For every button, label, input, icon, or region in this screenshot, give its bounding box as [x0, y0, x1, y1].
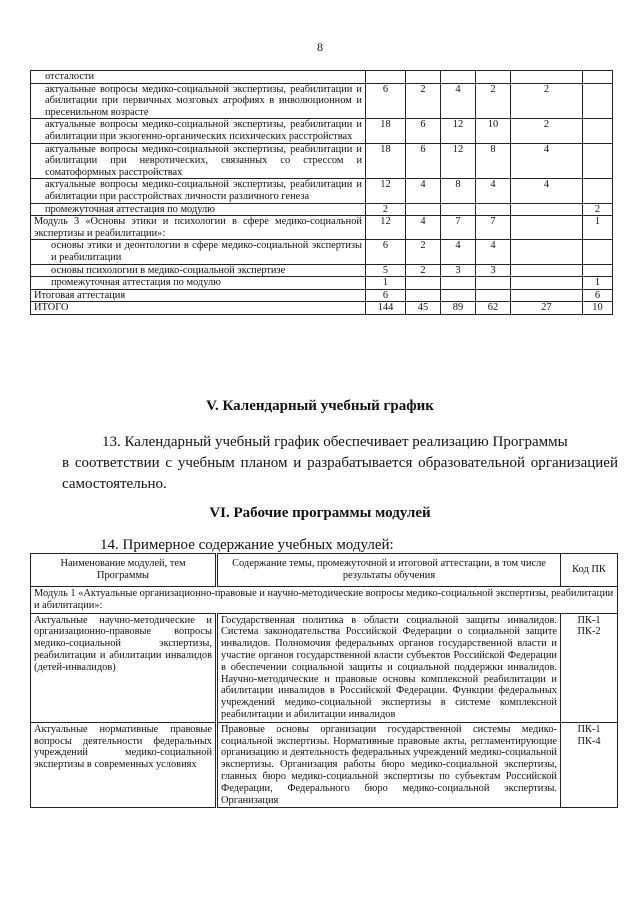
table-row [31, 302, 613, 315]
section-6-heading: VI. Рабочие программы модулей [209, 505, 431, 521]
table-row [31, 216, 613, 240]
hours-cell [406, 71, 441, 84]
hours-cell [366, 71, 406, 84]
hours-cell: 5 [366, 264, 406, 277]
hours-cell [406, 277, 441, 290]
section-5-paragraph [62, 432, 618, 495]
row-title: актуальные вопросы медико-социальной экспертизы, реабилитации и абилитации при экзогенно-органических психических расстройствах [31, 119, 366, 143]
competency-code: ПК-2 [577, 626, 601, 638]
topic-name: Актуальные научно-методические и организационно-правовые вопросы медико-социальной экспертизы, реабилитации и абилитации инвалидов (детей-инвалидов) [31, 613, 217, 722]
row-title: Модуль 3 «Основы этики и психологии в сфере медико-социальной экспертизы и реабилитации»: [31, 216, 366, 240]
hours-cell [476, 277, 511, 290]
competency-code: ПК-1 [577, 614, 601, 626]
hours-cell: 6 [366, 240, 406, 264]
hours-cell: 6 [406, 119, 441, 143]
hours-cell: 2 [406, 264, 441, 277]
section-5-heading: V. Календарный учебный график [206, 398, 434, 414]
hours-cell: 27 [511, 302, 583, 315]
hours-cell: 4 [511, 143, 583, 179]
hours-cell: 1 [583, 216, 613, 240]
modules-content-table [30, 553, 618, 808]
study-plan-table [30, 70, 613, 315]
hours-cell: 7 [441, 216, 476, 240]
hours-cell [441, 277, 476, 290]
hours-cell [476, 71, 511, 84]
hours-cell: 3 [441, 264, 476, 277]
row-title: актуальные вопросы медико-социальной экспертизы, реабилитации и абилитации при расстройствах личности различного генеза [31, 179, 366, 203]
competency-codes [561, 613, 618, 722]
hours-cell [406, 203, 441, 216]
hours-cell: 4 [476, 179, 511, 203]
table-row [31, 289, 613, 302]
hours-cell: 4 [476, 240, 511, 264]
hours-cell [511, 71, 583, 84]
hours-cell [583, 119, 613, 143]
hours-cell [511, 240, 583, 264]
row-title: ИТОГО [31, 302, 366, 315]
competency-code: ПК-4 [577, 735, 601, 747]
hours-cell: 6 [406, 143, 441, 179]
header-code: Код ПК [561, 554, 618, 587]
hours-cell: 6 [366, 83, 406, 119]
modules-table-header-row [31, 554, 618, 587]
table-row [31, 119, 613, 143]
hours-cell [511, 264, 583, 277]
hours-cell [583, 83, 613, 119]
hours-cell [511, 277, 583, 290]
hours-cell [511, 289, 583, 302]
hours-cell: 12 [441, 119, 476, 143]
hours-cell: 62 [476, 302, 511, 315]
hours-cell: 10 [583, 302, 613, 315]
table-row [31, 71, 613, 84]
topic-content: Государственная политика в области социальной защиты инвалидов. Система законодательства Российской Федерации о социальной защите инвалидов. Полномочия федеральных органов государственной власти и участие органов государственной власти субъектов Российской Федерации в обеспечении социальной защиты и социальной поддержки инвалидов. Научно-методические и правовые основы комплексной реабилитации и абилитации инвалидов в Российской Федерации. Функции федеральных учреждений медико-социальной экспертизы в системе комплексной реабилитации и абилитации инвалидов [217, 613, 561, 722]
hours-cell: 4 [406, 216, 441, 240]
hours-cell [441, 289, 476, 302]
hours-cell [476, 203, 511, 216]
header-module-name: Наименование модулей, тем Программы [31, 554, 217, 587]
hours-cell [441, 71, 476, 84]
row-title: актуальные вопросы медико-социальной экспертизы, реабилитации и абилитации при первичных мозговых атрофиях в инволюционном и пресенильном возрасте [31, 83, 366, 119]
paragraph-first-line: 13. Календарный учебный график обеспечивает реализацию Программы [102, 434, 568, 450]
module-title-row [31, 587, 618, 614]
paragraph-rest: в соответствии с учебным планом и разрабатывается образовательной организацией самостоятельно. [62, 455, 618, 492]
row-title: актуальные вопросы медико-социальной экспертизы, реабилитации и абилитации при невротических, связанных со стрессом и соматоформных расстройствах [31, 143, 366, 179]
hours-cell: 1 [583, 277, 613, 290]
row-title: отсталости [31, 71, 366, 84]
hours-cell [583, 264, 613, 277]
hours-cell: 12 [441, 143, 476, 179]
table-row [31, 240, 613, 264]
hours-cell [511, 203, 583, 216]
hours-cell [583, 71, 613, 84]
hours-cell: 18 [366, 143, 406, 179]
table-row [31, 613, 618, 722]
row-title: промежуточная аттестация по модулю [31, 277, 366, 290]
hours-cell: 10 [476, 119, 511, 143]
hours-cell: 2 [406, 83, 441, 119]
hours-cell: 4 [441, 240, 476, 264]
topic-content: Правовые основы организации государственной системы медико-социальной экспертизы. Нормативные правовые акты, регламентирующие организацию и деятельность федеральных учреждений медико-социальной экспертизы. Организация работы бюро медико-социальной экспертизы, главных бюро медико-социальной экспертизы по субъектам Российской Федерации, Федерального бюро медико-социальной экспертизы. Организация [217, 722, 561, 808]
module-1-title: Модуль 1 «Актуальные организационно-правовые и научно-методические вопросы медико-социальной экспертизы, реабилитации и абилитации»: [31, 587, 618, 614]
hours-cell: 8 [476, 143, 511, 179]
hours-cell: 2 [583, 203, 613, 216]
hours-cell: 4 [441, 83, 476, 119]
hours-cell: 1 [366, 277, 406, 290]
hours-cell: 45 [406, 302, 441, 315]
hours-cell: 2 [511, 83, 583, 119]
hours-cell [583, 143, 613, 179]
table-row [31, 264, 613, 277]
competency-codes [561, 722, 618, 808]
table-row [31, 203, 613, 216]
row-title: основы этики и деонтологии в сфере медико-социальной экспертизы и реабилитации [31, 240, 366, 264]
table-row [31, 143, 613, 179]
hours-cell: 89 [441, 302, 476, 315]
header-content: Содержание темы, промежуточной и итоговой аттестации, в том числе результаты обучения [217, 554, 561, 587]
row-title: Итоговая аттестация [31, 289, 366, 302]
topic-name: Актуальные нормативные правовые вопросы деятельности федеральных учреждений медико-социальной экспертизы в современных условиях [31, 722, 217, 808]
hours-cell [511, 216, 583, 240]
competency-code: ПК-1 [577, 723, 601, 735]
page-number: 8 [317, 40, 323, 54]
table-row [31, 179, 613, 203]
hours-cell: 4 [511, 179, 583, 203]
row-title: основы психологии в медико-социальной экспертизе [31, 264, 366, 277]
hours-cell: 12 [366, 216, 406, 240]
table-row [31, 722, 618, 808]
hours-cell: 7 [476, 216, 511, 240]
hours-cell: 18 [366, 119, 406, 143]
hours-cell: 6 [583, 289, 613, 302]
hours-cell: 12 [366, 179, 406, 203]
table-row [31, 83, 613, 119]
hours-cell: 2 [476, 83, 511, 119]
hours-cell: 8 [441, 179, 476, 203]
hours-cell: 2 [406, 240, 441, 264]
hours-cell: 2 [511, 119, 583, 143]
table-row [31, 277, 613, 290]
hours-cell [583, 240, 613, 264]
hours-cell [406, 289, 441, 302]
hours-cell: 2 [366, 203, 406, 216]
hours-cell: 3 [476, 264, 511, 277]
hours-cell [476, 289, 511, 302]
hours-cell: 144 [366, 302, 406, 315]
hours-cell: 6 [366, 289, 406, 302]
hours-cell [583, 179, 613, 203]
row-title: промежуточная аттестация по модулю [31, 203, 366, 216]
section-6-intro: 14. Примерное содержание учебных модулей: [100, 537, 394, 553]
hours-cell: 4 [406, 179, 441, 203]
hours-cell [441, 203, 476, 216]
